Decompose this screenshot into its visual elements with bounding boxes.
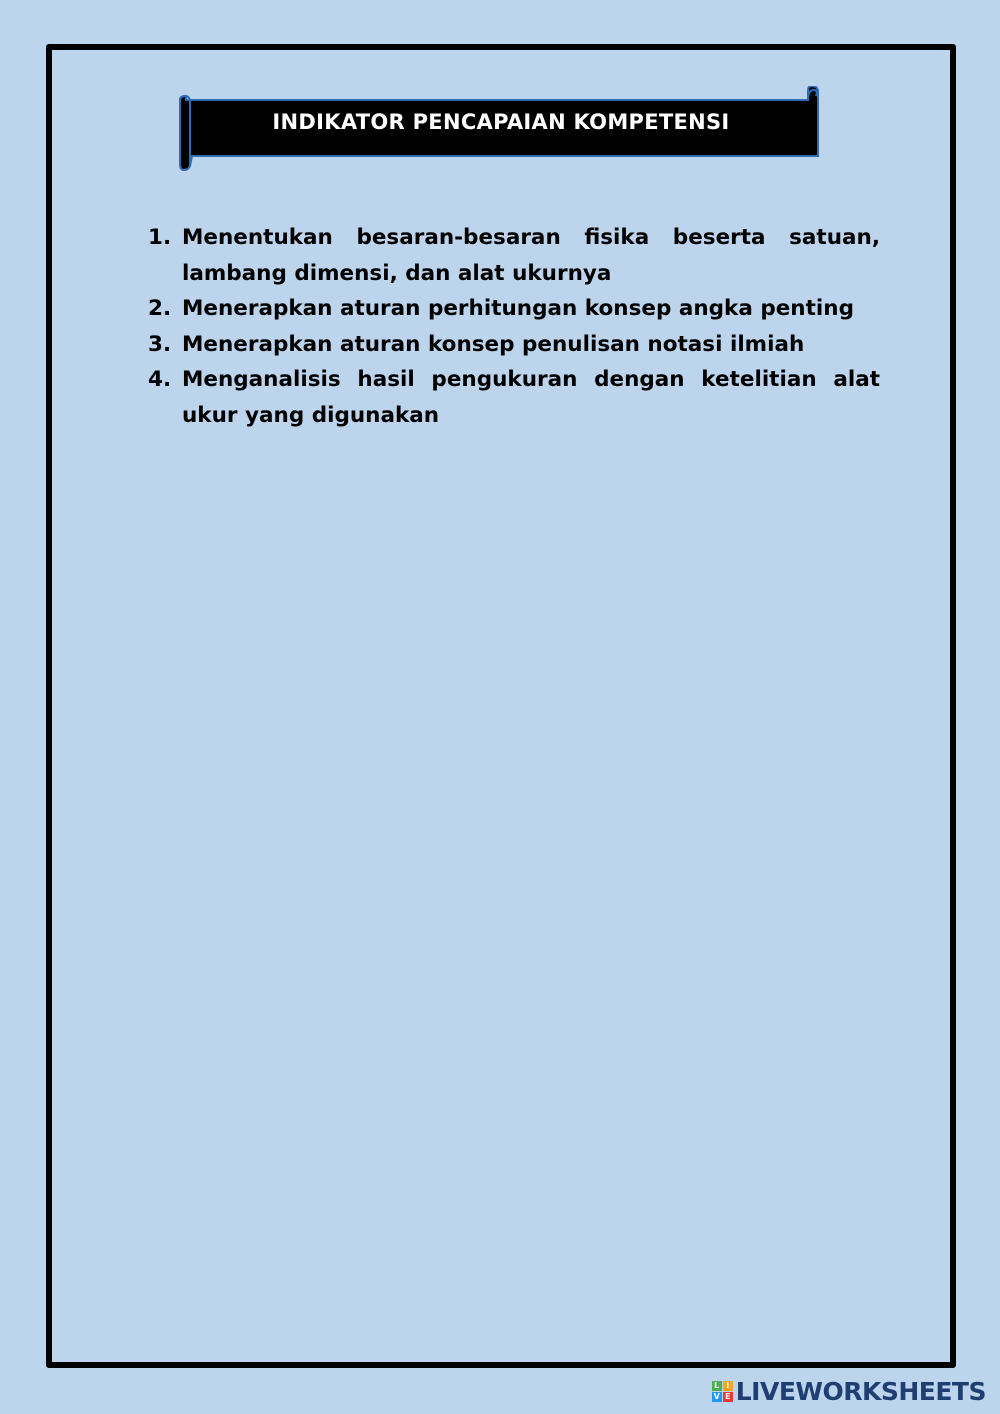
list-item-number: 3.: [148, 331, 172, 357]
indicator-list: [148, 220, 880, 433]
list-item: [148, 362, 880, 433]
list-item-number: 2.: [148, 296, 172, 321]
banner-title: INDIKATOR PENCAPAIAN KOMPETENSI: [272, 110, 730, 134]
liveworksheets-watermark: [712, 1376, 986, 1406]
list-item-text: Menentukan besaran-besaran fisika beserta satuan, lambang dimensi, dan alat ukurnya: [182, 225, 880, 286]
logo-letter: E: [723, 1392, 733, 1402]
list-item-text: Menganalisis hasil pengukuran dengan ketelitian alat ukur yang digunakan: [182, 367, 880, 428]
list-item: [148, 327, 880, 363]
watermark-text: LIVEWORKSHEETS: [735, 1376, 986, 1406]
list-item-number: 1.: [148, 225, 172, 250]
liveworksheets-logo-icon: [712, 1381, 733, 1402]
list-item-number: 4.: [148, 367, 172, 392]
list-item-text: Menerapkan aturan perhitungan konsep angka penting: [182, 296, 854, 321]
list-item-text: Menerapkan aturan konsep penulisan notasi ilmiah: [182, 331, 805, 357]
list-item: [148, 291, 880, 327]
logo-letter: V: [713, 1391, 720, 1401]
logo-letter: I: [723, 1381, 733, 1391]
logo-letter: L: [712, 1381, 722, 1391]
list-item: [148, 220, 880, 291]
